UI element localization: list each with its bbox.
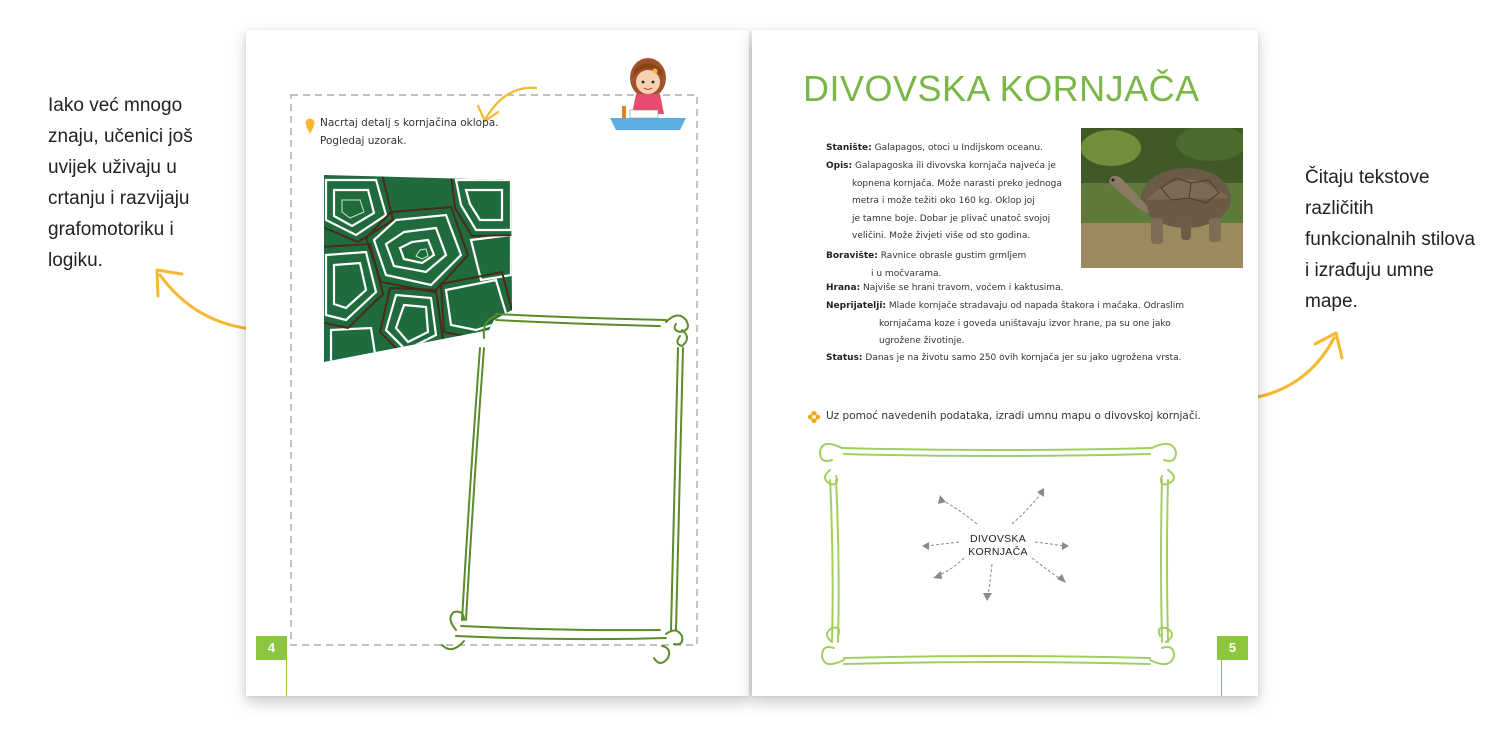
fact-value: je tamne boje. Dobar je plivač unatoč svojoj [852,213,1051,224]
fact-label: Boravište: [826,251,878,261]
fact-value: Mlade kornjače stradavaju od napada štakora i mačaka. Odraslim [888,301,1185,311]
fact-label: Opis: [826,161,853,171]
fact-value: i u močvarama. [871,268,942,279]
drawing-frame [442,314,688,663]
fact-value: Galapagoska ili divovska kornjača najveća je [855,161,1056,171]
mind-map-center-line-2: KORNJAČA [968,546,1028,558]
mind-map-task: Uz pomoć navedenih podataka, izradi umnu mapu o divovskoj kornjači. [826,410,1201,422]
fact-label: Hrana: [826,283,861,293]
fact-value: kopnena kornjača. Može narasti preko jednoga [852,178,1062,189]
right-page [752,30,1258,696]
mind-map-center-line-1: DIVOVSKA [969,533,1027,545]
page-number: 4 [256,636,287,660]
page-number: 5 [1217,636,1248,660]
pin-icon [306,119,315,135]
fact-value: veličini. Može živjeti više od sto godina. [852,231,1031,241]
fact-label: Stanište: [826,143,872,153]
right-side-note: Čitaju tekstove različitih funkcionalnih stilova i izrađuju umne mape. [1305,167,1476,312]
girl-at-desk-illustration [610,58,686,130]
fact-value: metra i može težiti oko 160 kg. Oklop joj [852,196,1035,206]
fact-value: Ravnice obrasle gustim grmljem [880,251,1027,261]
instruction-line-1: Nacrtaj detalj s kornjačina oklopa. [320,117,499,129]
fact-value: Najviše se hrani travom, voćem i kaktusima. [863,283,1064,293]
shell-pattern [316,170,516,370]
page-bottom-marker [1221,660,1222,696]
fact-value: kornjačama koze i goveda uništavaju izvor hrane, pa su one jako [879,318,1171,329]
page-bottom-marker [286,660,287,696]
fact-value: Danas je na životu samo 250 ovih kornjača jer su jako ugrožena vrsta. [865,353,1182,363]
mind-map-frame [752,30,1258,696]
instruction-line-2: Pogledaj uzorak. [320,135,407,147]
left-side-note: Iako već mnogo znaju, učenici još uvijek uživaju u crtanju i razvijaju grafomotoriku i logiku. [48,95,193,271]
fact-label: Status: [826,353,863,363]
fact-value: ugrožene životinje. [879,336,965,346]
left-instruction [320,114,500,150]
mind-map-center [962,533,1034,559]
fact-value: Galapagos, otoci u Indijskom oceanu. [874,143,1043,153]
fact-label: Neprijatelji: [826,301,887,311]
left-page [246,30,749,696]
page-title: DIVOVSKA KORNJAČA [803,68,1200,109]
